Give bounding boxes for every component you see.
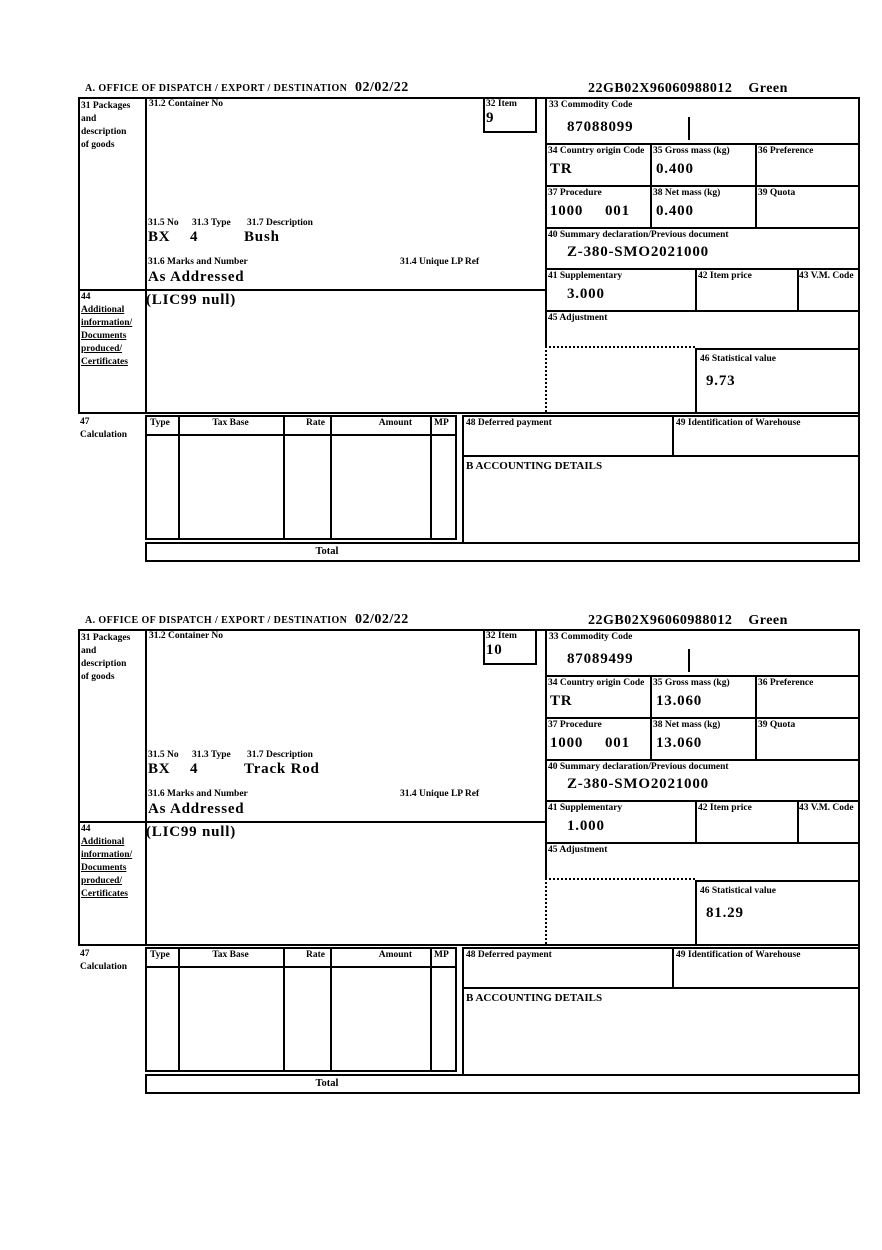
item-block-2: [0, 612, 882, 1117]
statistical-value: 9.73: [706, 373, 736, 389]
border-line: [545, 717, 858, 719]
border-line: [545, 268, 858, 270]
box31-2-label: 31.2 Container No: [149, 631, 223, 641]
border-line: [650, 143, 652, 185]
calc-header-amount: Amount: [378, 418, 412, 428]
border-line: [650, 675, 652, 717]
box38-label: 38 Net mass (kg): [653, 720, 721, 730]
border-line: [145, 966, 457, 968]
box31-4-label: 31.4 Unique LP Ref: [400, 789, 480, 799]
border-line: [755, 143, 757, 185]
calc-header-tax-base: Tax Base: [212, 950, 249, 960]
calc-header-type: Type: [150, 418, 170, 428]
box49-label: 49 Identification of Warehouse: [676, 950, 801, 960]
box48-label: 48 Deferred payment: [466, 950, 552, 960]
border-line: [695, 880, 858, 882]
box31-6-label: 31.6 Marks and Number: [148, 789, 248, 799]
border-line: [545, 97, 547, 345]
dashed-border-line: [545, 877, 547, 944]
calc-header-type: Type: [150, 950, 170, 960]
total-row: [145, 542, 860, 562]
marks-value: As Addressed: [148, 801, 245, 817]
border-line: [462, 455, 858, 457]
box32-label: 32 Item: [486, 99, 517, 109]
commodity-code-value: 87088099: [567, 119, 634, 135]
package-no-value: BX: [148, 229, 171, 245]
box37-label: 37 Procedure: [548, 188, 602, 198]
border-line: [78, 944, 860, 946]
box33-label: 33 Commodity Code: [549, 100, 633, 110]
box44-label: 44 Additional information/ Documents produced/ Certificates: [81, 824, 133, 899]
border-line: [78, 412, 860, 414]
header-reference-number: 22GB02X96060988012: [588, 81, 733, 96]
dashed-border-line: [545, 878, 695, 880]
box33-label: 33 Commodity Code: [549, 632, 633, 642]
border-line: [858, 97, 860, 562]
commodity-code-divider: [688, 649, 690, 672]
border-line: [858, 629, 860, 1094]
border-line: [545, 629, 547, 877]
box31-5-label: 31.5 No: [148, 218, 179, 228]
item-number-value: 9: [486, 110, 495, 126]
box42-label: 42 Item price: [698, 271, 752, 281]
box49-label: 49 Identification of Warehouse: [676, 418, 801, 428]
header-reference-number: 22GB02X96060988012: [588, 613, 733, 628]
country-origin-value: TR: [550, 693, 573, 709]
border-line: [462, 415, 858, 417]
additional-info-value: (LIC99 null): [146, 824, 237, 840]
dashed-border-line: [545, 345, 547, 412]
border-line: [755, 185, 757, 227]
marks-value: As Addressed: [148, 269, 245, 285]
box31-label: 31 Packages and description of goods: [81, 633, 131, 682]
header-status: Green: [748, 81, 788, 96]
dashed-border-line: [545, 346, 695, 348]
description-value: Bush: [244, 229, 280, 245]
box36-label: 36 Preference: [758, 146, 814, 156]
border-line: [650, 717, 652, 759]
box31-5-label: 31.5 No: [148, 750, 179, 760]
box31-7-label: 31.7 Description: [247, 750, 313, 760]
border-line: [462, 415, 464, 542]
package-type-value: 4: [190, 761, 199, 777]
box35-label: 35 Gross mass (kg): [653, 678, 730, 688]
net-mass-value: 13.060: [656, 735, 703, 751]
gross-mass-value: 0.400: [656, 161, 694, 177]
border-line: [145, 97, 147, 412]
box31-6-label: 31.6 Marks and Number: [148, 257, 248, 267]
procedure-value-2: 001: [605, 735, 630, 751]
box34-label: 34 Country origin Code: [548, 146, 645, 156]
supplementary-value: 3.000: [567, 286, 605, 302]
calc-header-rate: Rate: [306, 950, 325, 960]
procedure-value-2: 001: [605, 203, 630, 219]
border-line: [78, 289, 545, 291]
border-line: [695, 348, 697, 412]
header-date: 02/02/22: [355, 612, 409, 627]
package-no-value: BX: [148, 761, 171, 777]
box38-label: 38 Net mass (kg): [653, 188, 721, 198]
commodity-code-divider: [688, 117, 690, 140]
box40-label: 40 Summary declaration/Previous document: [548, 762, 729, 772]
box37-label: 37 Procedure: [548, 720, 602, 730]
border-line: [462, 987, 858, 989]
description-value: Track Rod: [244, 761, 320, 777]
box46-label: 46 Statistical value: [700, 886, 776, 896]
border-line: [755, 717, 757, 759]
border-line: [695, 800, 697, 842]
box43-label: 43 V.M. Code: [799, 803, 854, 813]
box31-4-label: 31.4 Unique LP Ref: [400, 257, 480, 267]
box46-label: 46 Statistical value: [700, 354, 776, 364]
commodity-code-value: 87089499: [567, 651, 634, 667]
box31-label: 31 Packages and description of goods: [81, 101, 131, 150]
box47-label: 47 Calculation: [80, 417, 127, 440]
border-line: [695, 880, 697, 944]
box43-label: 43 V.M. Code: [799, 271, 854, 281]
box42-label: 42 Item price: [698, 803, 752, 813]
header-date: 02/02/22: [355, 80, 409, 95]
header-reference: [588, 81, 788, 97]
procedure-value-1: 1000: [550, 203, 584, 219]
box40-label: 40 Summary declaration/Previous document: [548, 230, 729, 240]
box44-label: 44 Additional information/ Documents produced/ Certificates: [81, 292, 133, 367]
border-line: [545, 143, 858, 145]
border-line: [672, 415, 674, 455]
border-line: [545, 310, 858, 312]
box45-label: 45 Adjustment: [548, 845, 608, 855]
accounting-details-label: B ACCOUNTING DETAILS: [466, 460, 603, 472]
box45-label: 45 Adjustment: [548, 313, 608, 323]
total-row: [145, 1074, 860, 1094]
box31-2-label: 31.2 Container No: [149, 99, 223, 109]
header-reference: [588, 613, 788, 629]
border-line: [78, 97, 80, 412]
border-line: [545, 227, 858, 229]
additional-info-value: (LIC99 null): [146, 292, 237, 308]
box34-label: 34 Country origin Code: [548, 678, 645, 688]
box41-label: 41 Supplementary: [548, 803, 623, 813]
section-a-title: A. OFFICE OF DISPATCH / EXPORT / DESTINATION: [85, 83, 348, 94]
calc-header-amount: Amount: [378, 950, 412, 960]
box48-label: 48 Deferred payment: [466, 418, 552, 428]
gross-mass-value: 13.060: [656, 693, 703, 709]
border-line: [695, 348, 858, 350]
border-line: [145, 629, 147, 944]
section-a-title: A. OFFICE OF DISPATCH / EXPORT / DESTINATION: [85, 615, 348, 626]
border-line: [78, 821, 545, 823]
net-mass-value: 0.400: [656, 203, 694, 219]
box35-label: 35 Gross mass (kg): [653, 146, 730, 156]
header-status: Green: [748, 613, 788, 628]
procedure-value-1: 1000: [550, 735, 584, 751]
summary-declaration-value: Z-380-SMO2021000: [567, 244, 709, 260]
border-line: [545, 185, 858, 187]
item-block-1: [0, 80, 882, 585]
accounting-details-label: B ACCOUNTING DETAILS: [466, 992, 603, 1004]
box36-label: 36 Preference: [758, 678, 814, 688]
calc-header-tax-base: Tax Base: [212, 418, 249, 428]
border-line: [545, 800, 858, 802]
border-line: [755, 675, 757, 717]
box39-label: 39 Quota: [758, 720, 796, 730]
box31-3-label: 31.3 Type: [192, 750, 231, 760]
summary-declaration-value: Z-380-SMO2021000: [567, 776, 709, 792]
supplementary-value: 1.000: [567, 818, 605, 834]
total-label: Total: [315, 546, 339, 557]
border-line: [145, 434, 457, 436]
border-line: [545, 759, 858, 761]
calc-header-mp: MP: [434, 950, 449, 960]
country-origin-value: TR: [550, 161, 573, 177]
total-label: Total: [315, 1078, 339, 1089]
border-line: [695, 268, 697, 310]
box31-3-label: 31.3 Type: [192, 218, 231, 228]
border-line: [545, 842, 858, 844]
box39-label: 39 Quota: [758, 188, 796, 198]
box32-label: 32 Item: [486, 631, 517, 641]
border-line: [545, 675, 858, 677]
border-line: [650, 185, 652, 227]
box41-label: 41 Supplementary: [548, 271, 623, 281]
item-number-value: 10: [486, 642, 503, 658]
box31-7-label: 31.7 Description: [247, 218, 313, 228]
border-line: [462, 947, 464, 1074]
border-line: [78, 629, 80, 944]
statistical-value: 81.29: [706, 905, 744, 921]
calc-header-rate: Rate: [306, 418, 325, 428]
calc-header-mp: MP: [434, 418, 449, 428]
package-type-value: 4: [190, 229, 199, 245]
border-line: [462, 947, 858, 949]
border-line: [672, 947, 674, 987]
box47-label: 47 Calculation: [80, 949, 127, 972]
